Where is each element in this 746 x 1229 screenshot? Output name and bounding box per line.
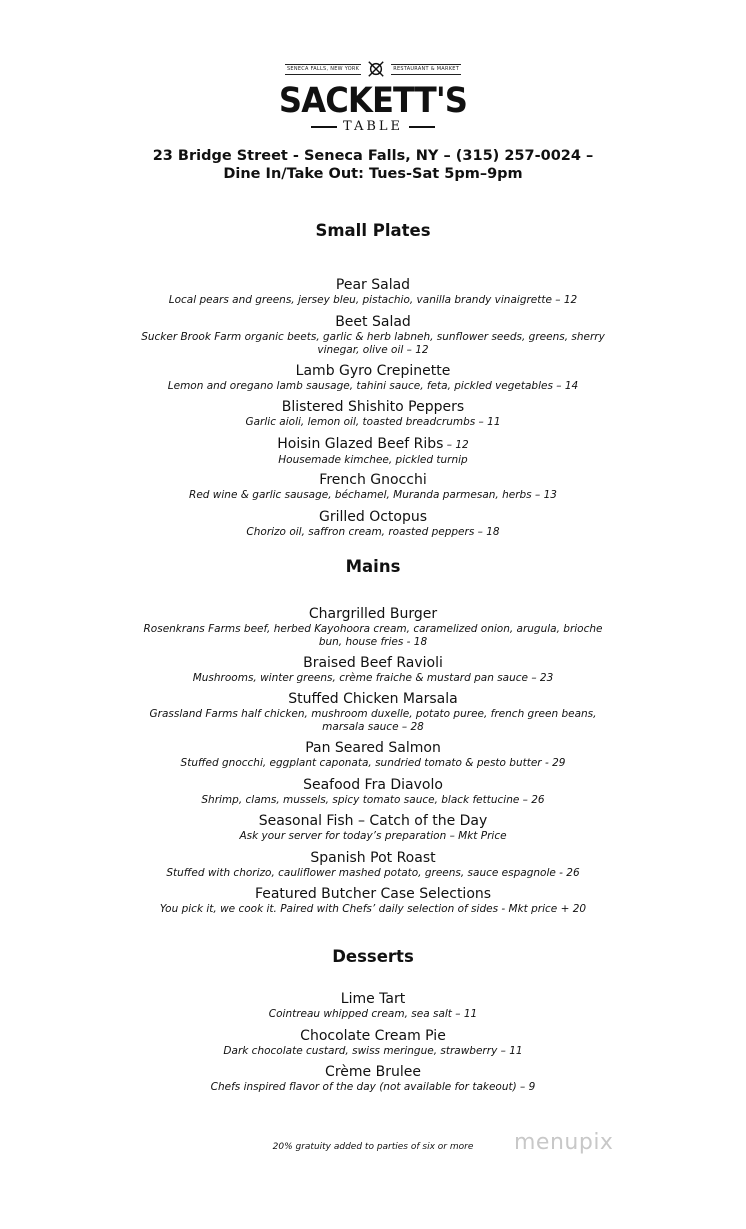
item-description: Local pears and greens, jersey bleu, pistachio, vanilla brandy vinaigrette – 12	[168, 294, 578, 306]
menu-item	[0, 740, 746, 770]
item-name: Spanish Pot Roast	[310, 850, 436, 866]
item-price: – 12	[443, 439, 469, 451]
item-description: Mushrooms, winter greens, crème fraiche & mustard pan sauce – 23	[192, 672, 554, 684]
logo-location-text: SENECA FALLS, NEW YORK	[285, 64, 361, 75]
item-description: Housemade kimchee, pickled turnip	[278, 454, 468, 466]
menu-item	[0, 813, 746, 843]
item-description: Garlic aioli, lemon oil, toasted breadcrumbs – 11	[245, 416, 501, 428]
menu-item	[0, 655, 746, 685]
section-title-small-plates: Small Plates	[315, 221, 431, 240]
menu-item	[0, 399, 746, 429]
address-line: 23 Bridge Street - Seneca Falls, NY – (315) 257-0024 –	[152, 148, 594, 164]
item-description: Chorizo oil, saffron cream, roasted peppers – 18	[246, 526, 500, 538]
item-description: Chefs inspired flavor of the day (not available for takeout) – 9	[210, 1081, 536, 1093]
logo-tagline-text: RESTAURANT & MARKET	[391, 64, 461, 75]
menu-item	[0, 436, 746, 467]
item-description: Cointreau whipped cream, sea salt – 11	[268, 1008, 478, 1020]
item-description: Dark chocolate custard, swiss meringue, strawberry – 11	[223, 1045, 523, 1057]
item-description: Sucker Brook Farm organic beets, garlic & herb labneh, sunflower seeds, greens, sherry vinegar, olive oil – 12	[141, 331, 605, 356]
menu-item	[0, 472, 746, 502]
item-name: Beet Salad	[335, 314, 411, 330]
logo-divider-left	[311, 126, 337, 128]
menu-item	[0, 277, 746, 307]
item-name: Pan Seared Salmon	[305, 740, 441, 756]
item-name: Hoisin Glazed Beef Ribs	[277, 436, 444, 452]
item-name: Seasonal Fish – Catch of the Day	[258, 813, 488, 829]
item-name: Chocolate Cream Pie	[300, 1028, 446, 1044]
item-description: Red wine & garlic sausage, béchamel, Muranda parmesan, herbs – 13	[189, 489, 557, 501]
item-name: French Gnocchi	[319, 472, 427, 488]
item-name: Featured Butcher Case Selections	[254, 886, 492, 902]
item-description: Stuffed gnocchi, eggplant caponata, sundried tomato & pesto butter - 29	[180, 757, 566, 769]
section-title-desserts: Desserts	[332, 947, 414, 966]
logo-divider-right	[409, 126, 435, 128]
item-name: Seafood Fra Diavolo	[303, 777, 443, 793]
menu-item	[0, 850, 746, 880]
item-description: Lemon and oregano lamb sausage, tahini sauce, feta, pickled vegetables – 14	[167, 380, 579, 392]
menu-item	[0, 509, 746, 539]
hours-line: Dine In/Take Out: Tues-Sat 5pm–9pm	[223, 166, 523, 182]
item-name: Grilled Octopus	[318, 509, 428, 525]
item-name: Chargrilled Burger	[308, 606, 438, 622]
menu-item	[0, 1028, 746, 1058]
item-name: Blistered Shishito Peppers	[281, 399, 465, 415]
menu-item	[0, 314, 746, 357]
menu-item	[0, 606, 746, 649]
item-name: Crème Brulee	[325, 1064, 421, 1080]
menu-item	[0, 363, 746, 393]
item-description: Stuffed with chorizo, cauliflower mashed potato, greens, sauce espagnole - 26	[166, 867, 580, 879]
item-description: You pick it, we cook it. Paired with Chefs’ daily selection of sides - Mkt price + 20	[159, 903, 587, 915]
item-description: Rosenkrans Farms beef, herbed Kayohoora cream, caramelized onion, arugula, brioche bun, house fries - 18	[143, 623, 603, 648]
menu-item	[0, 691, 746, 734]
item-name: Stuffed Chicken Marsala	[288, 691, 458, 707]
menu-item	[0, 886, 746, 916]
item-description: Grassland Farms half chicken, mushroom duxelle, potato puree, french green beans, marsala sauce – 28	[149, 708, 597, 733]
menu-item	[0, 1064, 746, 1094]
item-name: Braised Beef Ravioli	[303, 655, 443, 671]
item-description: Ask your server for today’s preparation – Mkt Price	[239, 830, 507, 842]
gratuity-note: 20% gratuity added to parties of six or more	[272, 1142, 474, 1152]
logo-name: SACKETT'S	[278, 81, 468, 121]
crossed-fork-knife-icon	[367, 60, 385, 78]
menu-item	[0, 991, 746, 1021]
item-name: Lime Tart	[340, 991, 406, 1007]
item-name: Lamb Gyro Crepinette	[295, 363, 451, 379]
section-title-mains: Mains	[345, 557, 401, 576]
watermark-logo: menupix	[514, 1130, 614, 1155]
item-name: Pear Salad	[335, 277, 411, 293]
restaurant-logo	[0, 58, 746, 134]
item-description: Shrimp, clams, mussels, spicy tomato sauce, black fettucine – 26	[201, 794, 545, 806]
menu-item	[0, 777, 746, 807]
logo-subtitle: TABLE	[342, 119, 404, 134]
